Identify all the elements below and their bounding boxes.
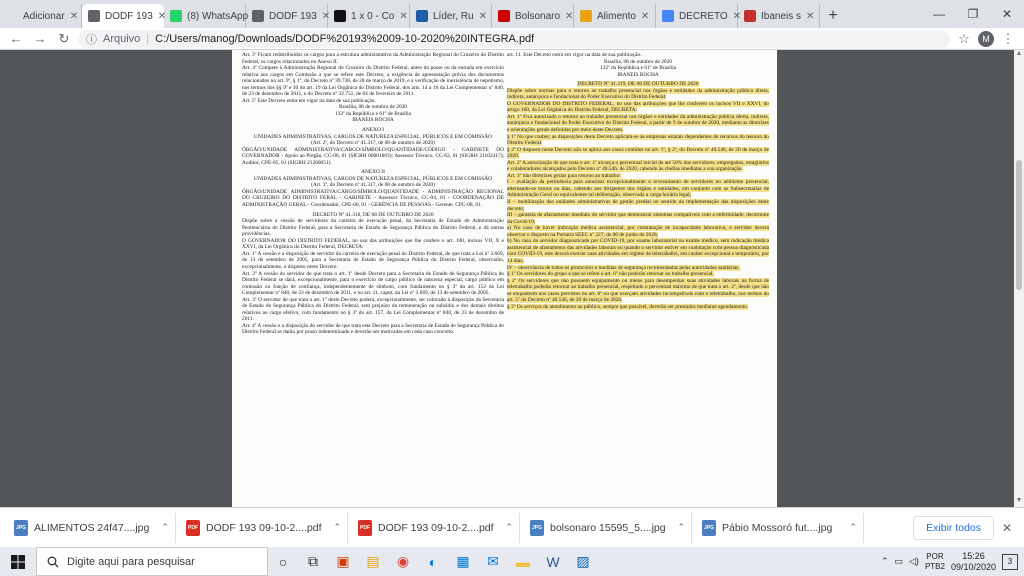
volume-icon[interactable]: ◁) [909,556,919,566]
browser-tab[interactable] [738,4,820,28]
search-placeholder: Digite aqui para pesquisar [67,555,195,568]
close-tab-icon[interactable]: ✕ [732,10,742,22]
image-file-icon: JPG [14,520,28,536]
download-filename: ALIMENTOS 24f47....jpg [34,521,150,534]
document-paragraph [242,271,504,297]
whatsapp-icon [170,10,182,22]
language-indicator[interactable] [925,552,945,572]
scroll-down-icon[interactable]: ▼ [1015,497,1023,504]
tab-title: DODF 193 [105,10,153,22]
highlighted-text: DECRETO Nº 41.319, DE 08 DE OUTUBRO DE 2020 [577,81,699,88]
highlighted-text: a) No caso de haver indicação médica assistencial, por constatação de incapacidade laborativa, o servidor deverá observar o disposto na Portaria SEEC nº 227, de 06 de junho de 2020; [507,225,769,238]
document-paragraph [507,212,769,225]
paragraph-text: Art. 2º A cessão do servidor de que trata o art. 1º desde Decreto para a Secretaria de Estado de Segurança Pública do Distrito Federal se dará, excepcionalmente, para o exercício de cargo público de natureza especial, cargo público em comissão ou função de confiança, independentemente de símbolo, com fundamento no § 3º do art. 152 da Lei Complementar nº 840, de 23 de dezembro de 2011, e no art. 11, caput, da Lei nº 3.669, de 13 de setembro de 2005. [242,270,504,297]
gear-icon [252,10,264,22]
close-window-button[interactable]: ✕ [1001,7,1013,21]
browser-tab[interactable] [164,4,249,28]
keyboard-layout-label: PTB2 [924,561,945,571]
document-paragraph [242,323,504,336]
menu-icon[interactable]: ⋮ [1001,30,1015,46]
scrollbar-thumb[interactable] [1016,160,1022,290]
document-paragraph [242,218,504,238]
document-paragraph [507,134,769,147]
google-icon [662,10,674,22]
browser-tab[interactable] [82,4,167,28]
browser-tab[interactable] [574,4,656,28]
highlighted-text: III – garantia de afastamento imediato do servidor que demonstrar sintomas compatíveis com a enfermidade, decorrente da Covid-19; [507,212,769,225]
tray-chevron-icon[interactable]: ⌃ [880,556,889,566]
document-paragraph [242,251,504,271]
paragraph-text: Art. 4º Compete à Administração Regional do Cruzeiro do Distrito Federal, antes da posse ou da entrada em exercício relativa aos cargos em Comissão a que se refere este Decreto, a exigência de apresentação prévia dos documentos relacionados no art. 9º, § 1º, do Decreto nº 39.738, de 28 de março de 2019, e a verificação de inexistência de nepotismo, nos termos dos §§ 9º e 10 do art. 19 da Lei Orgânica do Distrito Federal, dos arts. 14 a 16 da Lei Complementar nº 840, de 23 de dezembro de 2011, e do Decreto nº 32.751, de 04 de fevereiro de 2011. [242,65,504,98]
tab-title: DODF 193 [269,10,317,22]
download-filename: DODF 193 09-10-2....pdf [378,521,494,534]
office-icon[interactable]: ▣ [336,553,350,569]
highlighted-text: § 2º Os servidores que não possuem equipamento ou meios para desempenhar suas atividades laborais na forma de teletrabalho poderão retornar ao trabalho presencial, respeitado o percentual máximo de que trata o art. 2º, desde que não se enquadrem nos casos previstos no art. 6º ou que exerçam atividades incompatíveis com o teletrabalho, nos termos do art. 5º do Decreto nº 40.546, de 20 de março de 2020. [507,277,769,304]
address-bar[interactable] [78,30,950,48]
download-item[interactable] [524,513,692,543]
pdf-page [232,50,777,507]
document-paragraph [242,52,504,65]
restore-button[interactable]: ❐ [967,7,979,21]
highlighted-text: Dispõe sobre normas para o retorno ao trabalho presencial nos órgãos e entidades da administração pública direta, indireta, autárquica e fundacional do Poder Executivo do Distrito Federal. [507,87,769,101]
pdf-column-left [242,52,504,336]
highlighted-text: b) No caso do servidor diagnosticado por COVID-19, por exame laboratorial ou exame médico, sem indicação médica assistencial de afastamento das atividades laborais ou quando o servidor estiver em coabitação com pessoa diagnosticada com COVID-19, este deverá exercer suas atividades em regime de teletrabalho, em caráter excepcional e temporário, por 14 dias. [507,238,769,264]
browser-tab[interactable] [492,4,574,28]
paragraph-text: UNIDADES ADMINISTRATIVAS, CARGOS DE NATUREZA ESPECIAL, PÚBLICOS E EM COMISSÃO [253,175,493,182]
taskbar-apps [268,547,598,576]
close-downloads-icon[interactable]: ✕ [1001,520,1013,535]
pdf-column-right [507,52,769,310]
task-view-icon[interactable]: ⧉ [308,553,318,569]
tab-title: Alimento [597,10,636,22]
windows-taskbar [0,547,1024,576]
paragraph-text: (Art. 3º, do Decreto nº 41.317, de 08 de outubro de 2020) [311,182,435,189]
browser-tab[interactable] [246,4,331,28]
taskbar-clock[interactable] [951,551,996,573]
show-all-downloads-button[interactable]: Exibir todos [913,516,994,540]
document-paragraph [507,114,769,134]
browser-tab[interactable] [410,4,492,28]
back-button[interactable]: ← [9,31,23,46]
viewer-scrollbar[interactable] [1014,50,1024,507]
download-item[interactable] [8,513,176,543]
highlighted-text: Art. 1º Fica autorizado o retorno ao trabalho presencial nos órgãos e entidades da administração pública direta, indireta, autárquica e fundacional do Poder Executivo do Distrito Federal, a partir de 9 de outubro de 2020, mediante as diretrizes e orientações gerais definidas por meio deste Decreto. [507,113,769,134]
document-paragraph [242,297,504,323]
paragraph-text: Brasília, 08 de outubro de 2020 [339,104,407,111]
bookmark-star-icon[interactable]: ☆ [958,30,970,46]
tab-title: 1 x 0 - Co [351,10,395,22]
paragraph-text: ANEXO I [361,127,384,134]
start-button[interactable] [0,547,36,576]
cortana-icon[interactable]: ○ [278,553,288,570]
chevron-up-icon[interactable]: ⌃ [505,522,513,532]
paragraph-text: Art. 1º A cessão e a disposição de servidor da carreira de execução penal do Distrito Federal, de que trata a Lei nº 3.669, de 13 de setembro de 2005, para a Secretaria de Estado de Segurança Pública do Distrito Federal, observarão, excepcionalmente, o disposto neste Decreto. [242,250,504,270]
close-tab-icon[interactable]: ✕ [806,10,815,22]
mail-icon[interactable]: ✉ [487,553,499,569]
paragraph-text: (Art. 2º, do Decreto nº 41.317, de 08 de outubro de 2020) [311,140,435,147]
files-icon[interactable]: ▤ [366,553,380,569]
store-icon[interactable]: ▦ [456,553,470,569]
tab-page-icon [6,10,18,22]
clock-time: 15:26 [962,550,985,561]
chevron-up-icon[interactable]: ⌃ [849,522,857,532]
url-text[interactable]: C:/Users/manog/Downloads/DODF%20193%2009-10-2020%20INTEGRA.pdf [155,32,535,45]
tab-title: (8) WhatsApp [187,10,249,22]
close-tab-icon[interactable]: ✕ [321,10,331,22]
browser-tab[interactable] [0,4,82,28]
highlighted-text: § 3º Os serviços de atendimento ao público, sempre que possível, deverão ser prestados mediante agendamento. [507,303,749,310]
downloads-bar [0,507,1024,547]
document-paragraph [242,65,504,98]
document-paragraph [507,199,769,212]
document-paragraph [242,147,504,167]
window-controls [922,0,1024,28]
tab-title: Líder, Ru [433,10,474,22]
paragraph-text: ÓRGÃO/UNIDADE ADMINISTRATIVA/CARGO/SÍMBOLO/QUANTIDADE - ADMINISTRAÇÃO REGIONAL DO CRUZEIRO DO DISTRITO FERAL - GABINETE - Assessor Técnico, CC-04, 01 - COORDENAÇÃO DE ADMINISTRAÇÃO GERAL - Coordenador, CPE-06, 01 - GERÊNCIA DE PESSOAS - Gerente, CPC-08, 01. [242,188,504,209]
paragraph-text: Art. 4º A cessão e a disposição do servidor de que trata este Decreto para a Secretaria de Estado de Segurança Pública do Distrito Federal se darão por prazo indeterminado e deverão ser motivadas em cada caso concreto. [242,322,504,336]
close-tab-icon[interactable]: ✕ [478,10,487,22]
chrome-icon[interactable]: ◉ [396,553,410,569]
address-separator: | [146,32,150,45]
browser-toolbar [0,28,1024,50]
highlighted-text: I – avaliação da pertinência para autorizar excepcionalmente o revezamento de servidores no ambiente presencial, alternando-se turnos ou dias, cabendo aos dirigentes dos órgãos e entidades, em conjunto com as Subsecretarias de Administração Geral ou equivalentes tal deliberação, observada a carga horária legal; [507,179,769,199]
alimentos-icon [580,10,592,22]
document-paragraph [507,278,769,304]
document-paragraph [507,101,769,114]
paragraph-text: Dispõe sobre a cessão de servidores da carreira de execução penal, da Secretaria de Estado de Administração Penitenciária do Distrito Federal, para a Secretaria de Estado de Segurança Pública do Distrito Federal, e dá outras providências. [242,218,504,238]
paragraph-text: IBANEIS ROCHA [352,117,394,124]
paragraph-text: 132º da República e 61º de Brasília [334,110,412,117]
image-file-icon: JPG [702,520,716,536]
language-label: POR [926,551,944,561]
tab-title: Ibaneis s [761,10,802,22]
close-tab-icon[interactable]: ✕ [69,10,79,22]
highlighted-text: O GOVERNADOR DO DISTRITO FEDERAL, no uso das atribuições que lhe conferem os incisos VII e XXVI, do artigo 100, da Lei Orgânica do Distrito Federal, DECRETA: [507,100,769,114]
search-icon [47,556,59,568]
document-paragraph [507,179,769,199]
m-site-icon [744,10,756,22]
download-item[interactable] [180,513,348,543]
document-paragraph [507,147,769,160]
chevron-up-icon[interactable]: ⌃ [161,522,169,532]
tab-strip [0,0,1024,28]
download-item[interactable] [696,513,864,543]
close-tab-icon[interactable]: ✕ [640,10,650,22]
new-tab-button[interactable]: + [828,7,838,24]
highlighted-text: § 1º No que couber, as disposições deste Decreto aplicam-se às empresas estatais dependentes de recursos do tesouro do Distrito Federal. [507,133,769,147]
notifications-icon[interactable]: 3 [1002,554,1018,570]
network-icon[interactable]: ▭ [894,556,904,566]
download-filename: bolsonaro 15595_5....jpg [550,521,666,534]
photos-icon[interactable]: ▨ [576,553,590,569]
document-paragraph [242,238,504,251]
f-site-icon [416,10,428,22]
paragraph-text: ÓRGÃO/UNIDADE ADMINISTRATIVA/CARGO/SÍMBOLO/QUANTIDADE/CÓDIGO - GABINETE DO GOVERNADOR - Apoio ao Pregão, CC-06, 01 (SIGRH 00001803); Assessor Técnico, CC-02, 01 (SIGRH 21102417); Auditor, CPE-05, 01 (SIGRH 21200051). [242,146,504,166]
highlighted-text: § 1º Os servidores do grupo a que se refere o art. 6º não poderão retornar ao trabalho presencial. [507,271,714,278]
dark-site-icon [334,10,346,22]
close-tab-icon[interactable]: ✕ [157,10,167,22]
reload-button[interactable]: ↻ [58,30,70,46]
paragraph-text: 132º da República e 61º de Brasília [599,65,677,72]
paragraph-text: DECRETO Nº 41.318, DE 08 DE OUTUBRO DE 2020 [312,211,434,218]
highlighted-text: IV – observância de todos os protocolos e medidas de segurança recomendadas pelas autoridades sanitárias. [507,264,740,271]
edge-icon[interactable]: ◐ [428,553,438,570]
gear-icon [88,10,100,22]
explorer-icon[interactable]: ▬ [516,553,530,570]
highlighted-text: Art. 3º São diretrizes gerais para retorno ao trabalho: [507,172,621,179]
document-paragraph [507,225,769,238]
chevron-up-icon[interactable]: ⌃ [333,522,341,532]
pdf-viewer [0,50,1014,507]
highlighted-text: § 2º O disposto neste Decreto não se aplica aos casos contidos no art. 1º, § 2º, do Decreto nº 40.546, de 20 de março de 2020. [507,146,769,160]
pdf-file-icon: PDF [186,520,200,536]
news-icon [498,10,510,22]
document-paragraph [507,160,769,173]
document-paragraph [507,238,769,264]
document-paragraph [507,88,769,101]
paragraph-text: Brasília, 08 de outubro de 2020 [604,58,672,65]
system-tray [881,551,1024,573]
browser-tab[interactable] [656,4,742,28]
paragraph-text: Art. 5º Este Decreto entra em vigor na data de sua publicação. [242,97,376,104]
minimize-button[interactable]: — [933,7,945,21]
taskbar-search-input[interactable] [36,547,268,576]
paragraph-text: Art. 3º O servidor de que trata o art. 1º deste Decreto poderá, excepcionalmente, ser colocado à disposição da Secretaria de Estado de Segurança Pública do Distrito Federal, sem prejuízo da remuneração ou subsídio e dos demais direitos relativos ao cargo efetivo, com fundamento no § 3º do art. 157, da Lei Complementar nº 840, de 23 de dezembro de 2011. [242,296,504,323]
paragraph-text: Art. 3º Ficam redistribuídos os cargos para a estrutura administrativa da Administração Regional do Cruzeiro do Distrito Federal, os cargos relacionados no Anexo II. [242,52,504,65]
chevron-up-icon[interactable]: ⌃ [677,522,685,532]
tab-title: Adicionar [23,10,65,22]
download-filename: DODF 193 09-10-2....pdf [206,521,322,534]
close-tab-icon[interactable]: ✕ [399,10,408,22]
paragraph-text: O GOVERNADOR DO DISTRITO FEDERAL, no uso das atribuições que lhe confere o art. 100, incisos VII, X e XXVI, da Lei Orgânica do Distrito Federal, DECRETA: [242,237,504,251]
windows-logo-icon [11,555,25,569]
info-icon[interactable]: ⓘ [86,33,97,46]
tab-title: DECRETO [679,10,728,22]
pdf-file-icon: PDF [358,520,372,536]
close-tab-icon[interactable]: ✕ [565,10,574,22]
forward-button[interactable]: → [33,31,47,46]
tab-title: Bolsonaro [515,10,561,22]
paragraph-text: IBANEIS ROCHA [617,71,659,78]
browser-tab[interactable] [328,4,410,28]
download-item[interactable] [352,513,520,543]
word-icon[interactable]: W [546,553,560,570]
image-file-icon: JPG [530,520,544,536]
highlighted-text: Art. 2º A autorização de que trata o art. 1º alcança o percentual inicial de até 50% dos servidores, empregados, estagiários e colaboradores alcançados pelo Decreto nº 40.546, de 2020, cabendo às chefias imediatas a sua organização. [507,159,769,173]
paragraph-text: ANEXO II [361,169,385,176]
document-paragraph [242,189,504,209]
paragraph-text: art. 11. Este Decreto entra em vigor na data de sua publicação. [507,52,642,58]
document-paragraph [507,304,769,311]
clock-date: 09/10/2020 [950,561,996,572]
paragraph-text: UNIDADES ADMINISTRATIVAS, CARGOS DE NATUREZA ESPECIAL, PÚBLICOS E EM COMISSÃO [253,133,493,140]
scroll-up-icon[interactable]: ▲ [1015,50,1023,57]
scheme-label: Arquivo [103,32,141,45]
profile-avatar[interactable]: M [978,31,994,47]
download-filename: Pábio Mossoró fut....jpg [722,521,833,534]
highlighted-text: II – mobilização das unidades administrativas de gestão predial no sentido da implementação das disposições deste decreto; [507,199,769,212]
